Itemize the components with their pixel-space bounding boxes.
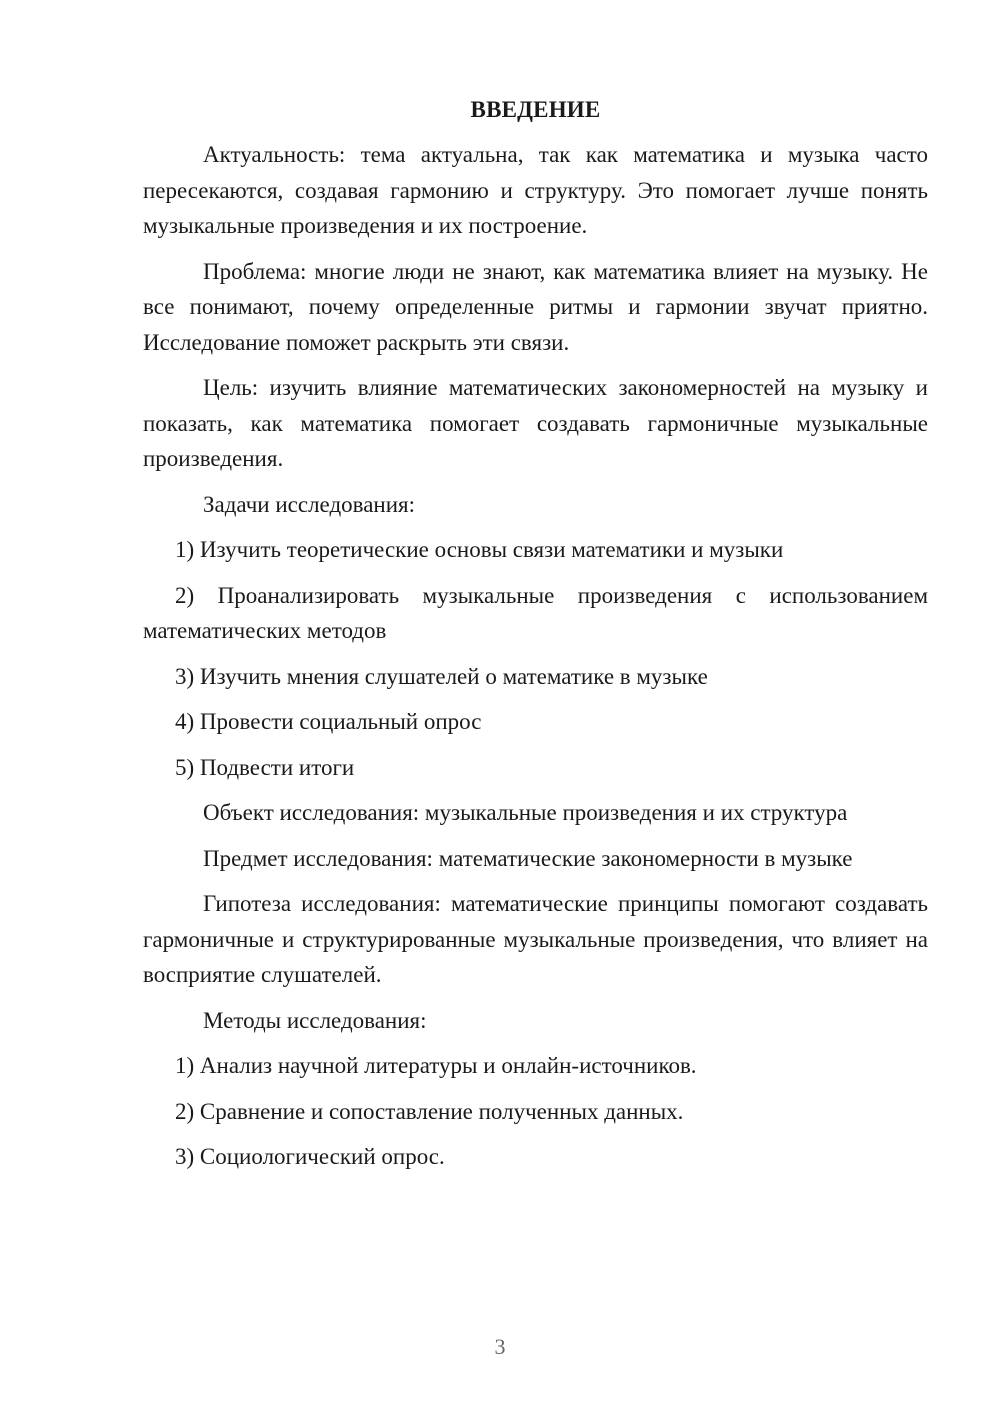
object-paragraph: Объект исследования: музыкальные произведения и их структура [203, 800, 848, 825]
task-item: 2) Проанализировать музыкальные произведения с использованием математических методов [143, 582, 928, 643]
hypothesis-paragraph: Гипотеза исследования: математические принципы помогают создавать гармоничные и структурированные музыкальные произведения, что влияет на восприятие слушателей. [143, 891, 928, 987]
methods-title: Методы исследования: [203, 1007, 427, 1033]
page-number: 3 [494, 1334, 506, 1359]
page-title: ВВЕДЕНИЕ [470, 97, 601, 122]
page-content [143, 92, 928, 1185]
task-item: 3) Изучить мнения слушателей о математике в музыке [175, 663, 708, 689]
task-item: 1) Изучить теоретические основы связи математики и музыки [175, 537, 784, 562]
relevance-paragraph: Актуальность: тема актуальна, так как математика и музыка часто пересекаются, создавая гармонию и структуру. Это помогает лучше понять музыкальные произведения и их построение. [143, 142, 928, 238]
subject-paragraph: Предмет исследования: математические закономерности в музыке [203, 845, 853, 871]
method-item: 3) Социологический опрос. [175, 1144, 445, 1169]
method-item: 2) Сравнение и сопоставление полученных данных. [175, 1098, 684, 1124]
task-item: 5) Подвести итоги [175, 754, 355, 780]
method-item: 1) Анализ научной литературы и онлайн-источников. [175, 1053, 697, 1078]
tasks-list [143, 532, 928, 785]
methods-list [143, 1048, 928, 1175]
goal-paragraph: Цель: изучить влияние математических закономерностей на музыку и показать, как математика помогает создавать гармоничные музыкальные произведения. [143, 375, 928, 471]
tasks-title: Задачи исследования: [203, 491, 416, 517]
problem-paragraph: Проблема: многие люди не знают, как математика влияет на музыку. Не все понимают, почему определенные ритмы и гармонии звучат приятно. Исследование поможет раскрыть эти связи. [143, 258, 928, 355]
task-item: 4) Провести социальный опрос [175, 709, 482, 734]
